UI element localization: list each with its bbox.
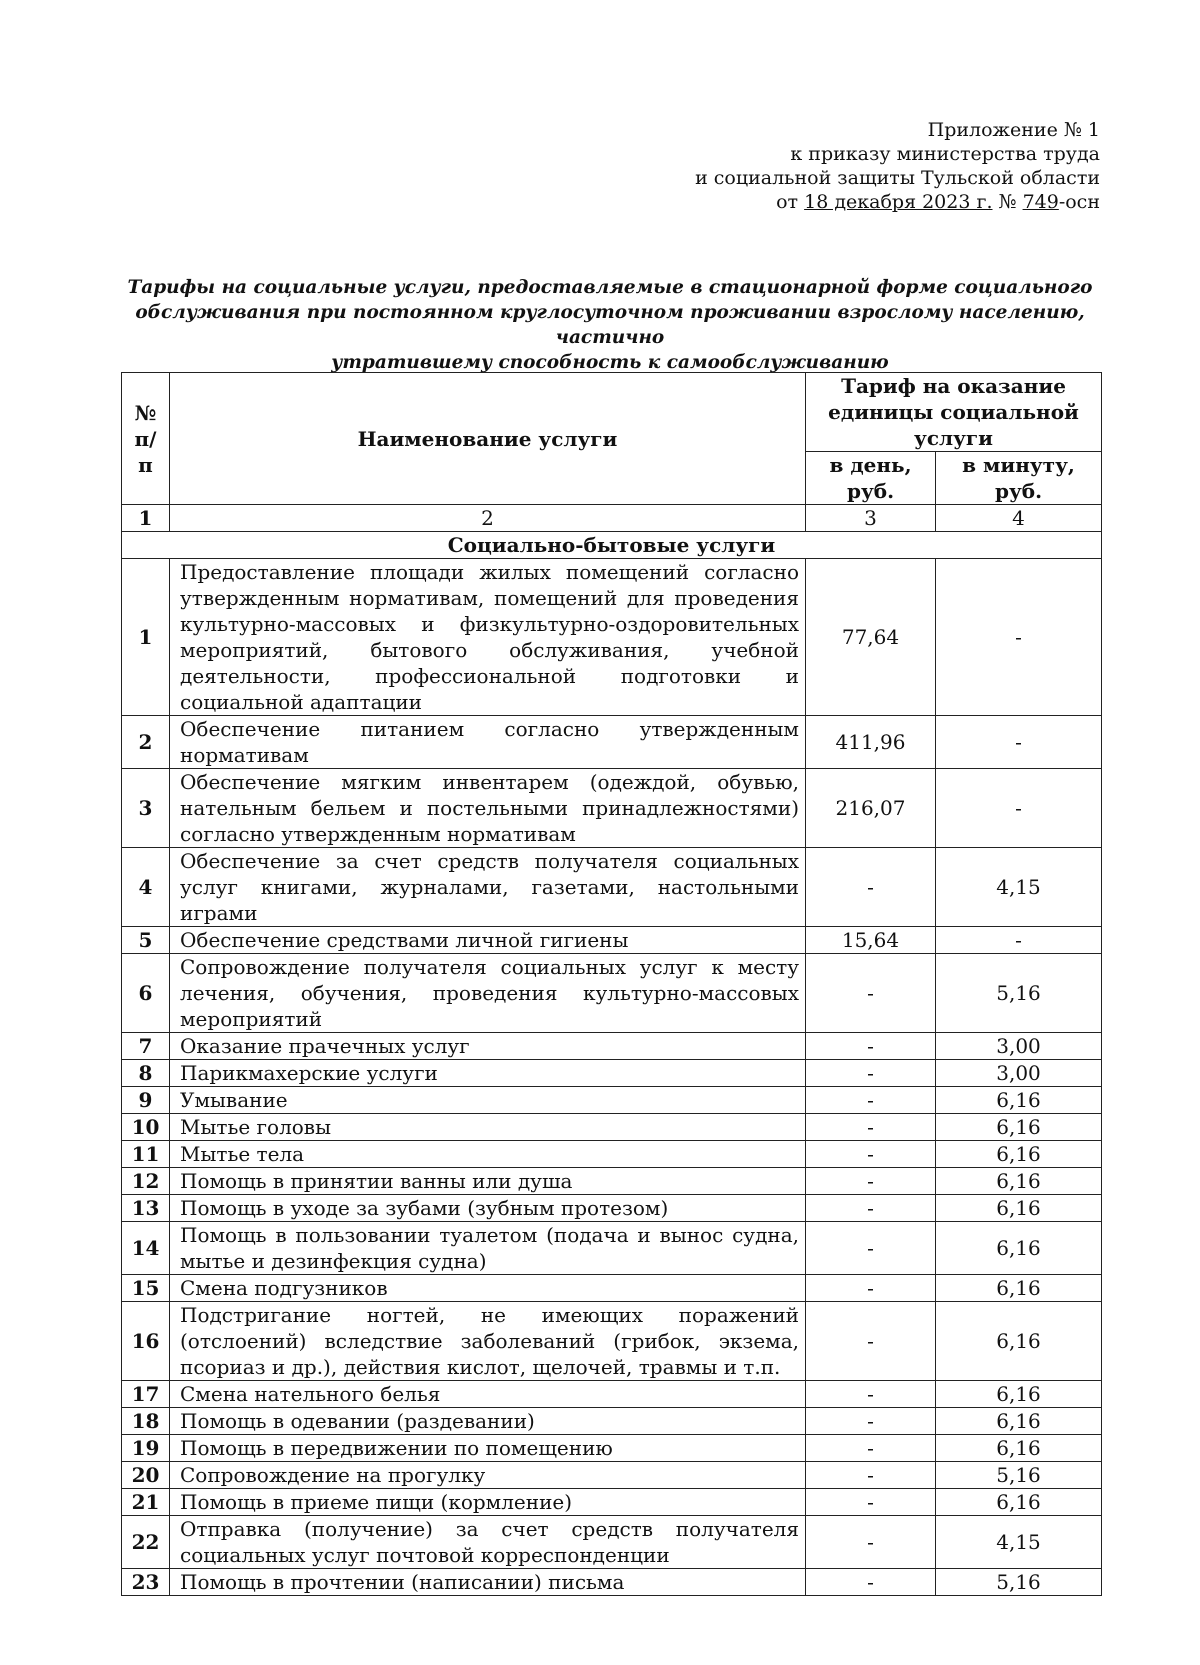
tariff-per-minute: 6,16 [936, 1275, 1102, 1302]
appendix-line-3: и социальной защиты Тульской области [695, 167, 1100, 189]
tariff-per-minute: - [936, 716, 1102, 769]
header-per-day: в день, руб. [806, 452, 936, 505]
row-number: 3 [122, 769, 170, 848]
appendix-mid: № [992, 191, 1023, 213]
table-row [122, 1168, 1102, 1195]
appendix-date: 18 декабря 2023 г. [804, 191, 993, 213]
tariff-per-day: 216,07 [806, 769, 936, 848]
appendix-block [695, 118, 1100, 214]
section-title: Социально-бытовые услуги [122, 532, 1102, 559]
tariffs-table [121, 372, 1102, 1596]
tariff-per-minute: 6,16 [936, 1168, 1102, 1195]
table-row [122, 848, 1102, 927]
service-name: Оказание прачечных услуг [170, 1033, 806, 1060]
tariff-per-minute: 4,15 [936, 1516, 1102, 1569]
row-number: 14 [122, 1222, 170, 1275]
tariff-per-minute: 5,16 [936, 954, 1102, 1033]
tariff-per-minute: 6,16 [936, 1435, 1102, 1462]
service-name: Сопровождение получателя социальных услуг к месту лечения, обучения, проведения культурно-массовых мероприятий [170, 954, 806, 1033]
row-number: 11 [122, 1141, 170, 1168]
table-row [122, 1489, 1102, 1516]
table-row [122, 559, 1102, 716]
tariff-per-minute: - [936, 559, 1102, 716]
tariff-per-minute: 6,16 [936, 1302, 1102, 1381]
table-row [122, 1302, 1102, 1381]
tariff-per-minute: 6,16 [936, 1381, 1102, 1408]
tariff-per-day: 411,96 [806, 716, 936, 769]
tariff-per-day: - [806, 1516, 936, 1569]
appendix-line-1: Приложение № 1 [927, 119, 1100, 141]
tariff-per-minute: 5,16 [936, 1569, 1102, 1596]
table-row [122, 1033, 1102, 1060]
service-name: Мытье тела [170, 1141, 806, 1168]
tariff-per-minute: 6,16 [936, 1195, 1102, 1222]
title-line-1: Тарифы на социальные услуги, предоставляемые в стационарной форме социального [127, 277, 1093, 298]
row-number: 4 [122, 848, 170, 927]
row-number: 18 [122, 1408, 170, 1435]
service-name: Смена подгузников [170, 1275, 806, 1302]
table-row [122, 1381, 1102, 1408]
appendix-line-2: к приказу министерства труда [790, 143, 1100, 165]
table-row [122, 1569, 1102, 1596]
service-name: Обеспечение средствами личной гигиены [170, 927, 806, 954]
tariff-per-day: 15,64 [806, 927, 936, 954]
table-row [122, 1435, 1102, 1462]
col-number: 1 [122, 505, 170, 532]
row-number: 22 [122, 1516, 170, 1569]
tariff-per-day: - [806, 1462, 936, 1489]
header-row [122, 373, 1102, 452]
row-number: 7 [122, 1033, 170, 1060]
table-row [122, 1087, 1102, 1114]
row-number: 12 [122, 1168, 170, 1195]
service-name: Обеспечение за счет средств получателя социальных услуг книгами, журналами, газетами, настольными играми [170, 848, 806, 927]
row-number: 10 [122, 1114, 170, 1141]
row-number: 23 [122, 1569, 170, 1596]
table-row [122, 1222, 1102, 1275]
table-row [122, 1408, 1102, 1435]
header-num: № п/п [122, 373, 170, 505]
col-number: 2 [170, 505, 806, 532]
table-row [122, 1462, 1102, 1489]
tariff-per-day: - [806, 1275, 936, 1302]
service-name: Смена нательного белья [170, 1381, 806, 1408]
service-name: Помощь в уходе за зубами (зубным протезом) [170, 1195, 806, 1222]
appendix-number: 749 [1022, 191, 1059, 213]
title-line-3: утратившему способность к самообслуживанию [331, 352, 889, 373]
tariff-per-minute: 6,16 [936, 1222, 1102, 1275]
row-number: 2 [122, 716, 170, 769]
service-name: Предоставление площади жилых помещений согласно утвержденным нормативам, помещений для проведения культурно-массовых и физкультурно-оздоровительных мероприятий, бытового обслуживания, учебной деятельности, профессиональной подготовки и социальной адаптации [170, 559, 806, 716]
table-row [122, 1060, 1102, 1087]
row-number: 9 [122, 1087, 170, 1114]
tariff-per-day: - [806, 1569, 936, 1596]
tariff-per-minute: - [936, 927, 1102, 954]
tariff-per-minute: 6,16 [936, 1141, 1102, 1168]
tariff-per-day: - [806, 1033, 936, 1060]
row-number: 21 [122, 1489, 170, 1516]
service-name: Помощь в приеме пищи (кормление) [170, 1489, 806, 1516]
header-per-minute: в минуту, руб. [936, 452, 1102, 505]
tariff-per-day: - [806, 1302, 936, 1381]
tariff-per-day: - [806, 1381, 936, 1408]
service-name: Обеспечение питанием согласно утвержденным нормативам [170, 716, 806, 769]
service-name: Парикмахерские услуги [170, 1060, 806, 1087]
row-number: 20 [122, 1462, 170, 1489]
tariff-per-minute: 6,16 [936, 1489, 1102, 1516]
row-number: 16 [122, 1302, 170, 1381]
table-row [122, 1275, 1102, 1302]
row-number: 5 [122, 927, 170, 954]
table-row [122, 954, 1102, 1033]
col-number: 3 [806, 505, 936, 532]
service-name: Сопровождение на прогулку [170, 1462, 806, 1489]
tariff-per-day: - [806, 1087, 936, 1114]
tariff-per-minute: 3,00 [936, 1033, 1102, 1060]
header-tariff: Тариф на оказание единицы социальной услуги [806, 373, 1102, 452]
document-title [110, 275, 1110, 375]
tariff-per-day: - [806, 1408, 936, 1435]
tariff-per-minute: - [936, 769, 1102, 848]
tariff-per-day: - [806, 1060, 936, 1087]
tariff-per-day: - [806, 1222, 936, 1275]
row-number: 19 [122, 1435, 170, 1462]
column-numbers-row [122, 505, 1102, 532]
table-row [122, 769, 1102, 848]
table-row [122, 716, 1102, 769]
row-number: 6 [122, 954, 170, 1033]
row-number: 13 [122, 1195, 170, 1222]
col-number: 4 [936, 505, 1102, 532]
row-number: 8 [122, 1060, 170, 1087]
tariff-per-minute: 3,00 [936, 1060, 1102, 1087]
tariff-per-day: - [806, 1168, 936, 1195]
table-body [122, 559, 1102, 1596]
tariff-per-day: - [806, 1141, 936, 1168]
tariff-per-minute: 5,16 [936, 1462, 1102, 1489]
header-name: Наименование услуги [170, 373, 806, 505]
service-name: Помощь в передвижении по помещению [170, 1435, 806, 1462]
tariff-per-day: - [806, 954, 936, 1033]
tariff-per-minute: 6,16 [936, 1114, 1102, 1141]
service-name: Помощь в прочтении (написании) письма [170, 1569, 806, 1596]
table-row [122, 1195, 1102, 1222]
service-name: Обеспечение мягким инвентарем (одеждой, обувью, нательным бельем и постельными принадлежностями) согласно утвержденным нормативам [170, 769, 806, 848]
tariff-per-day: - [806, 848, 936, 927]
service-name: Мытье головы [170, 1114, 806, 1141]
service-name: Подстригание ногтей, не имеющих поражений (отслоений) вследствие заболеваний (грибок, экзема, псориаз и др.), действия кислот, щелочей, травмы и т.п. [170, 1302, 806, 1381]
tariff-per-minute: 4,15 [936, 848, 1102, 927]
row-number: 1 [122, 559, 170, 716]
tariff-per-day: - [806, 1435, 936, 1462]
table-row [122, 1516, 1102, 1569]
tariff-per-day: 77,64 [806, 559, 936, 716]
title-line-2: обслуживания при постоянном круглосуточном проживании взрослому населению, частично [135, 302, 1085, 348]
service-name: Помощь в одевании (раздевании) [170, 1408, 806, 1435]
appendix-prefix: от [776, 191, 805, 213]
service-name: Умывание [170, 1087, 806, 1114]
tariff-per-day: - [806, 1195, 936, 1222]
service-name: Помощь в пользовании туалетом (подача и вынос судна, мытье и дезинфекция судна) [170, 1222, 806, 1275]
tariff-per-minute: 6,16 [936, 1087, 1102, 1114]
row-number: 15 [122, 1275, 170, 1302]
appendix-suffix: -осн [1058, 191, 1100, 213]
tariff-per-minute: 6,16 [936, 1408, 1102, 1435]
section-row [122, 532, 1102, 559]
table-row [122, 1114, 1102, 1141]
tariff-per-day: - [806, 1114, 936, 1141]
row-number: 17 [122, 1381, 170, 1408]
service-name: Отправка (получение) за счет средств получателя социальных услуг почтовой корреспонденции [170, 1516, 806, 1569]
appendix-line-4 [695, 190, 1100, 214]
tariff-per-day: - [806, 1489, 936, 1516]
table-row [122, 1141, 1102, 1168]
table-row [122, 927, 1102, 954]
service-name: Помощь в принятии ванны или душа [170, 1168, 806, 1195]
